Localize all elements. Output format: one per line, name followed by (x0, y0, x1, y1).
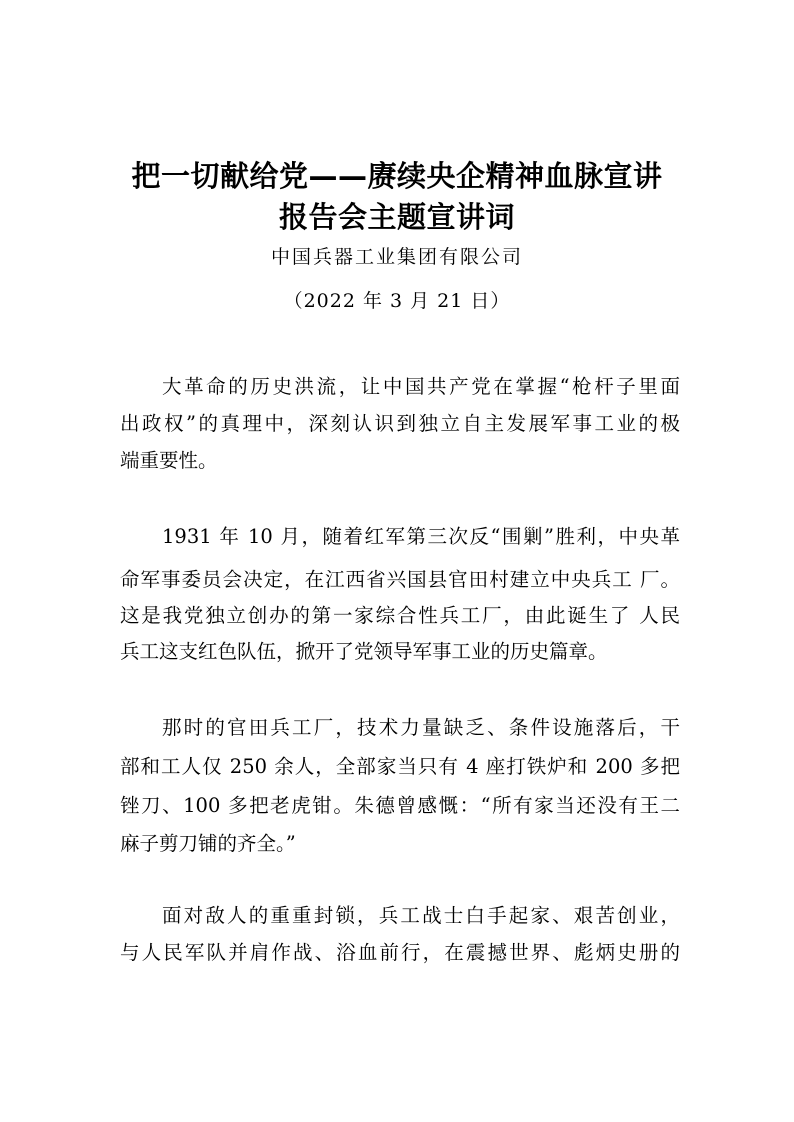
paragraph-1-line-2: 出政权”的真理中，深刻认识到独立自主发展军事工业的极 (120, 412, 680, 435)
organization-name: 中国兵器工业集团有限公司 (270, 246, 523, 268)
paragraph-3-line-4: 麻子剪刀铺的齐全。” (120, 832, 296, 855)
paragraph-4-line-2: 与人民军队并肩作战、浴血前行，在震撼世界、彪炳史册的 (120, 941, 680, 964)
paragraph-3-line-1: 那时的官田兵工厂，技术力量缺乏、条件设施落后，干 (162, 716, 680, 739)
paragraph-2-line-3: 这是我党独立创办的第一家综合性兵工厂，由此诞生了 人民 (120, 604, 680, 627)
paragraph-4-line-1: 面对敌人的重重封锁，兵工战士白手起家、艰苦创业， (162, 904, 680, 927)
paragraph-1-line-3: 端重要性。 (120, 449, 218, 472)
document-title-line-1: 把一切献给党——赓续央企精神血脉宣讲 (131, 159, 663, 193)
paragraph-1-line-1: 大革命的历史洪流，让中国共产党在掌握“枪杆子里面 (162, 375, 680, 398)
document-title-line-2: 报告会主题宣讲词 (278, 200, 515, 234)
paragraph-2-line-2: 命军事委员会决定，在江西省兴国县官田村建立中央兵工 厂。 (120, 568, 680, 591)
paragraph-2-line-1: 1931 年 10 月，随着红军第三次反“围剿”胜利，中央革 (162, 525, 680, 548)
paragraph-3-line-3: 锉刀、100 多把老虎钳。朱德曾感慨：“所有家当还没有王二 (120, 794, 680, 817)
document-date: （2022 年 3 月 21 日） (283, 290, 511, 312)
paragraph-3-line-2: 部和工人仅 250 余人，全部家当只有 4 座打铁炉和 200 多把 (120, 755, 680, 778)
paragraph-2-line-4: 兵工这支红色队伍，掀开了党领导军事工业的历史篇章。 (120, 640, 608, 663)
